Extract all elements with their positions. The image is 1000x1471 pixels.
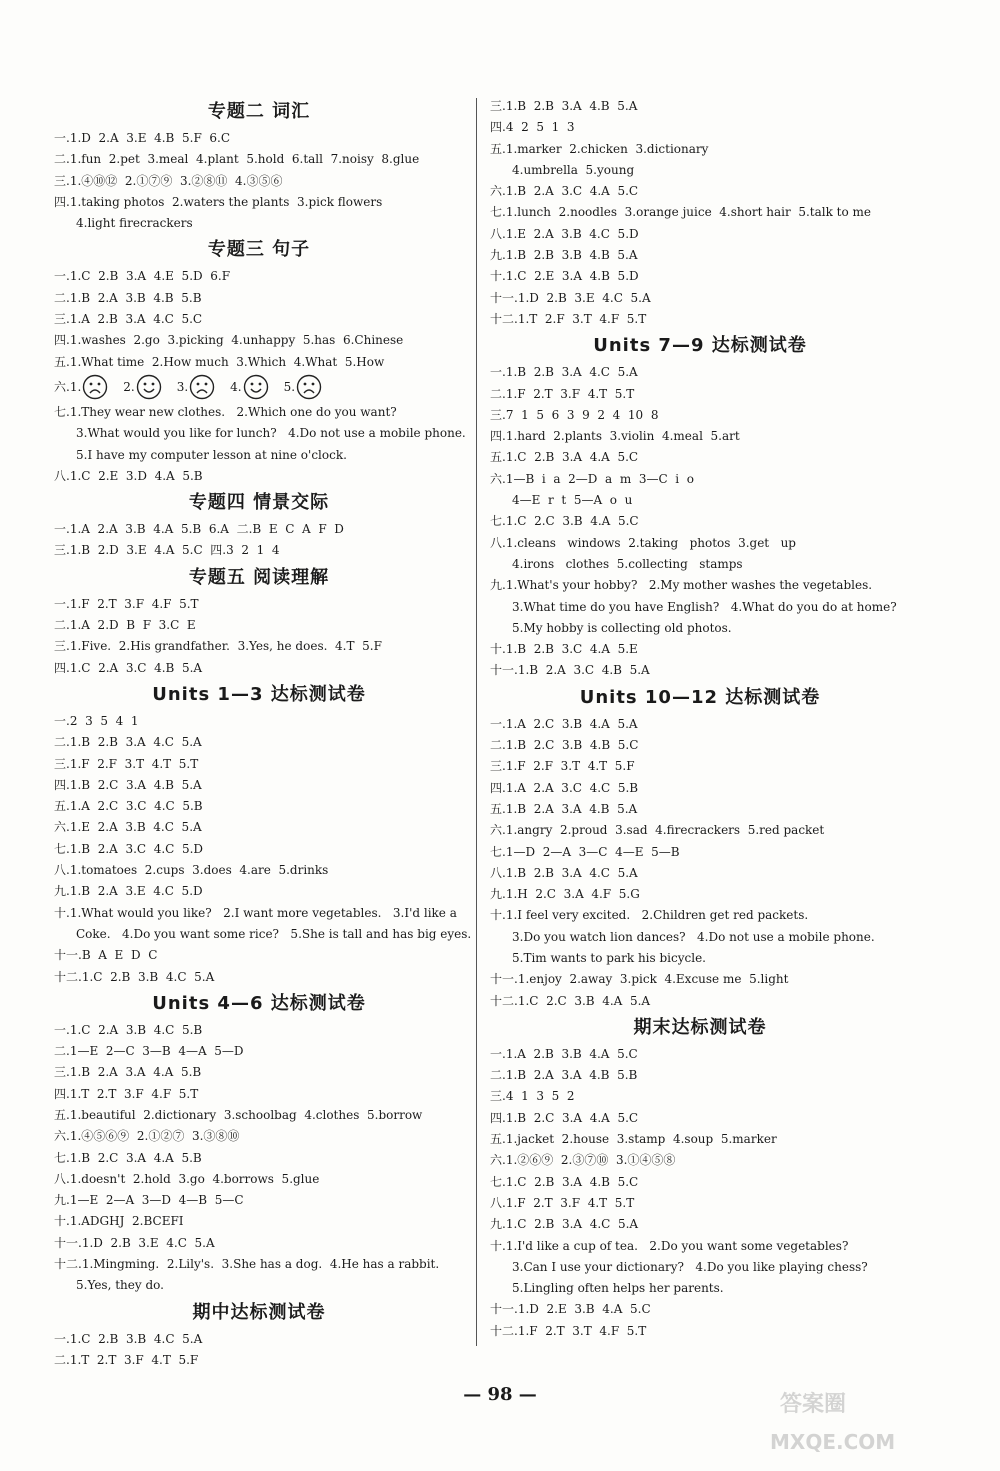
answer-line: 七.1.C 2.B 3.A 4.B 5.C: [490, 1174, 639, 1189]
answer-line: 二.1.A 2.D B F 3.C E: [54, 618, 196, 633]
answer-line: 九.1.B 2.B 3.B 4.B 5.A: [490, 248, 638, 263]
section-heading: 专题三 句子: [207, 239, 311, 261]
section-heading: 专题二 词汇: [207, 101, 311, 122]
answer-line: 5.Lingling often helps her parents.: [512, 1281, 724, 1296]
answer-line: 5.Yes, they do.: [76, 1278, 164, 1293]
answer-line: 六.1.④⑤⑥⑨ 2.①②⑦ 3.③⑧⑩: [54, 1129, 240, 1144]
section-heading: Units 10—12 达标测试卷: [579, 686, 821, 708]
answer-line: 3.What time do you have English? 4.What do you do at home?: [512, 599, 897, 614]
answer-line: 十.1.C 2.E 3.A 4.B 5.D: [490, 269, 639, 284]
sad-face-icon: [189, 374, 215, 400]
section-heading: Units 1—3 达标测试卷: [152, 683, 366, 705]
answer-label: 4.: [230, 379, 242, 394]
answer-line: 十二.1.C 2.B 3.B 4.C 5.A: [54, 969, 215, 984]
answer-line: 六.1—B i a 2—D a m 3—C i o: [490, 471, 694, 486]
answer-label: 3.: [176, 379, 189, 394]
answer-label: 六.1.: [54, 379, 82, 394]
answer-line: 八.1.C 2.E 3.D 4.A 5.B: [54, 468, 203, 483]
section-heading: Units 4—6 达标测试卷: [152, 992, 366, 1014]
answer-line: 十.1.I feel very excited. 2.Children get red packets.: [490, 908, 809, 923]
answer-line: 十二.1.F 2.T 3.T 4.F 5.T: [490, 1323, 647, 1338]
answer-line: 八.1.E 2.A 3.B 4.C 5.D: [490, 226, 639, 241]
answer-line: 二.1.fun 2.pet 3.meal 4.plant 5.hold 6.tall 7.noisy 8.glue: [54, 152, 420, 167]
answer-line: 六.1.E 2.A 3.B 4.C 5.A: [54, 820, 202, 835]
left-column: [54, 96, 472, 1371]
answer-line: 一.1.F 2.T 3.F 4.F 5.T: [54, 596, 199, 611]
answer-line: 十.1.What would you like? 2.I want more vegetables. 3.I'd like a: [54, 905, 457, 920]
answer-line: 六.1.②⑥⑨ 2.③⑦⑩ 3.①④⑤⑧: [490, 1153, 676, 1168]
answer-line: 七.1.B 2.A 3.C 4.C 5.D: [54, 841, 204, 856]
answer-line: 二.1.B 2.A 3.A 4.B 5.B: [490, 1068, 638, 1083]
answer-line: 五.1.beautiful 2.dictionary 3.schoolbag 4.clothes 5.borrow: [54, 1107, 423, 1122]
answer-line: 一.1.A 2.B 3.B 4.A 5.C: [490, 1046, 638, 1061]
answer-line: 4.irons clothes 5.collecting stamps: [512, 556, 743, 571]
right-column: [490, 96, 910, 1342]
answer-line: 十一.1.enjoy 2.away 3.pick 4.Excuse me 5.light: [490, 972, 789, 987]
answer-line: 一.1.B 2.B 3.A 4.C 5.A: [490, 365, 638, 380]
answer-line: 八.1.doesn't 2.hold 3.go 4.borrows 5.glue: [54, 1171, 320, 1186]
answer-line: 二.1.T 2.T 3.F 4.T 5.F: [54, 1352, 199, 1367]
answer-line: 十一.B A E D C: [54, 948, 158, 963]
answer-line: 4.light firecrackers: [76, 216, 193, 231]
answer-line: 四.1.B 2.C 3.A 4.B 5.A: [54, 777, 202, 792]
answer-line: 七.1.lunch 2.noodles 3.orange juice 4.short hair 5.talk to me: [490, 205, 872, 220]
answer-line: 四.1.A 2.A 3.C 4.C 5.B: [490, 780, 639, 795]
answer-line: 四.1.hard 2.plants 3.violin 4.meal 5.art: [490, 429, 740, 444]
answer-line: 八.1.cleans windows 2.taking photos 3.get up: [490, 535, 796, 550]
answer-label: 5.: [283, 379, 296, 394]
answer-line: 四.1.T 2.T 3.F 4.F 5.T: [54, 1086, 199, 1101]
answer-line: 三.1.A 2.B 3.A 4.C 5.C: [54, 312, 203, 327]
answer-line: 5.I have my computer lesson at nine o'clock.: [76, 447, 347, 462]
answer-line: 4—E r t 5—A o u: [512, 493, 633, 508]
answer-line: 5.My hobby is collecting old photos.: [512, 620, 732, 635]
sad-face-icon: [82, 374, 108, 400]
answer-line: 十二.1.T 2.F 3.T 4.F 5.T: [490, 311, 647, 326]
answer-line: 八.1.B 2.B 3.A 4.C 5.A: [490, 865, 638, 880]
answer-line: 四.1.B 2.C 3.A 4.A 5.C: [490, 1110, 639, 1125]
answer-line: 十二.1.Mingming. 2.Lily's. 3.She has a dog. 4.He has a rabbit.: [54, 1257, 440, 1272]
answer-line: 3.Do you watch lion dances? 4.Do not use a mobile phone.: [512, 929, 875, 944]
answer-line: 十一.1.D 2.B 3.E 4.C 5.A: [490, 290, 651, 305]
answer-line: 九.1—E 2—A 3—D 4—B 5—C: [54, 1193, 244, 1208]
answer-line: 五.1.What time 2.How much 3.Which 4.What 5.How: [54, 354, 385, 369]
answer-line: 一.1.C 2.B 3.B 4.C 5.A: [54, 1331, 203, 1346]
answer-line: 十一.1.D 2.B 3.E 4.C 5.A: [54, 1235, 215, 1250]
answer-line: 三.1.B 2.D 3.E 4.A 5.C 四.3 2 1 4: [54, 543, 280, 558]
answer-line: 三.7 1 5 6 3 9 2 4 10 8: [490, 407, 659, 422]
answer-line: 十二.1.C 2.C 3.B 4.A 5.A: [490, 993, 651, 1008]
answer-line: 五.1.B 2.A 3.A 4.B 5.A: [490, 801, 638, 816]
answer-line: 二.1.B 2.B 3.A 4.C 5.A: [54, 735, 202, 750]
answer-line: 3.Can I use your dictionary? 4.Do you like playing chess?: [512, 1259, 868, 1274]
answer-line: 三.4 1 3 5 2: [490, 1089, 575, 1104]
watermark-line1: 答案圈: [780, 1392, 847, 1417]
answer-line: 五.1.marker 2.chicken 3.dictionary: [490, 141, 709, 156]
answer-line: 六.1.angry 2.proud 3.sad 4.firecrackers 5.red packet: [490, 823, 825, 838]
answer-line: 六.1.B 2.A 3.C 4.A 5.C: [490, 184, 639, 199]
answer-line: 五.1.jacket 2.house 3.stamp 4.soup 5.marker: [490, 1132, 777, 1147]
answer-line: 三.1.F 2.F 3.T 4.T 5.T: [54, 756, 199, 771]
answer-line: 十.1.ADGHJ 2.BCEFI: [54, 1214, 184, 1229]
answer-line: 九.1.H 2.C 3.A 4.F 5.G: [490, 887, 640, 902]
answer-line: 八.1.F 2.T 3.F 4.T 5.T: [490, 1195, 635, 1210]
column-divider: [476, 98, 477, 1346]
answer-line: 二.1.B 2.A 3.B 4.B 5.B: [54, 290, 202, 305]
answer-line: 三.1.B 2.A 3.A 4.A 5.B: [54, 1065, 202, 1080]
answer-line: 一.1.C 2.A 3.B 4.C 5.B: [54, 1022, 203, 1037]
section-heading: 专题五 阅读理解: [188, 566, 330, 588]
section-heading: 专题四 情景交际: [188, 492, 330, 514]
answer-line: 十.1.B 2.B 3.C 4.A 5.E: [490, 642, 638, 657]
answer-line: 九.1.What's your hobby? 2.My mother washes the vegetables.: [490, 578, 873, 593]
answer-line: Coke. 4.Do you want some rice? 5.She is tall and has big eyes.: [76, 926, 472, 941]
answer-line: 四.1.taking photos 2.waters the plants 3.pick flowers: [54, 194, 383, 209]
answer-line: 三.1.B 2.B 3.A 4.B 5.A: [490, 99, 638, 113]
answer-line: 一.2 3 5 4 1: [54, 713, 139, 728]
answer-line: 五.1.A 2.C 3.C 4.C 5.B: [54, 799, 203, 814]
answer-line: 三.1.Five. 2.His grandfather. 3.Yes, he does. 4.T 5.F: [54, 639, 382, 654]
answer-line: 二.1.B 2.C 3.B 4.B 5.C: [490, 738, 639, 753]
answer-line: 一.1.C 2.B 3.A 4.E 5.D 6.F: [54, 269, 231, 284]
answer-line: 二.1—E 2—C 3—B 4—A 5—D: [54, 1044, 244, 1059]
answer-line: 八.1.tomatoes 2.cups 3.does 4.are 5.drinks: [54, 863, 329, 878]
answer-line: 七.1.They wear new clothes. 2.Which one do you want?: [54, 404, 397, 419]
answer-line: 3.What would you like for lunch? 4.Do not use a mobile phone.: [76, 426, 466, 441]
answer-line: 十一.1.D 2.E 3.B 4.A 5.C: [490, 1302, 651, 1317]
answer-line: 七.1.B 2.C 3.A 4.A 5.B: [54, 1150, 202, 1165]
answer-line: 二.1.F 2.T 3.F 4.T 5.T: [490, 386, 635, 401]
answer-line: 一.1.A 2.C 3.B 4.A 5.A: [490, 716, 638, 731]
happy-face-icon: [136, 374, 162, 400]
answer-line: 三.1.F 2.F 3.T 4.T 5.F: [490, 759, 635, 774]
section-heading: 期末达标测试卷: [633, 1016, 767, 1038]
section-heading: 期中达标测试卷: [192, 1301, 326, 1323]
happy-face-icon: [243, 374, 269, 400]
answer-label: 2.: [123, 379, 135, 394]
answer-line: 七.1.C 2.C 3.B 4.A 5.C: [490, 514, 639, 529]
answer-line: 4.umbrella 5.young: [512, 162, 635, 177]
answer-line: 九.1.C 2.B 3.A 4.C 5.A: [490, 1217, 639, 1232]
answer-line: 四.1.C 2.A 3.C 4.B 5.A: [54, 660, 203, 675]
answer-line-faces: [54, 373, 464, 402]
answer-line: 三.1.④⑩⑫ 2.①⑦⑨ 3.②⑧⑪ 4.③⑤⑥: [54, 173, 283, 188]
answer-line: 四.1.washes 2.go 3.picking 4.unhappy 5.has 6.Chinese: [54, 333, 404, 348]
answer-line: 一.1.D 2.A 3.E 4.B 5.F 6.C: [54, 131, 231, 145]
sad-face-icon: [296, 374, 322, 400]
answer-line: 五.1.C 2.B 3.A 4.A 5.C: [490, 450, 639, 465]
page-number: — 98 —: [463, 1384, 537, 1405]
answer-line: 十一.1.B 2.A 3.C 4.B 5.A: [490, 663, 650, 678]
watermark-line2: MXQE.COM: [770, 1430, 896, 1454]
answer-line: 七.1—D 2—A 3—C 4—E 5—B: [490, 844, 680, 859]
answer-line: 九.1.B 2.A 3.E 4.C 5.D: [54, 884, 203, 899]
answer-line: 四.4 2 5 1 3: [490, 120, 575, 135]
watermark-logo: [760, 1371, 950, 1461]
answer-line: 十.1.I'd like a cup of tea. 2.Do you want some vegetables?: [490, 1238, 849, 1253]
answer-line: 5.Tim wants to park his bicycle.: [512, 950, 706, 965]
answer-line: 一.1.A 2.A 3.B 4.A 5.B 6.A 二.B E C A F D: [54, 522, 344, 537]
section-heading: Units 7—9 达标测试卷: [593, 335, 807, 357]
